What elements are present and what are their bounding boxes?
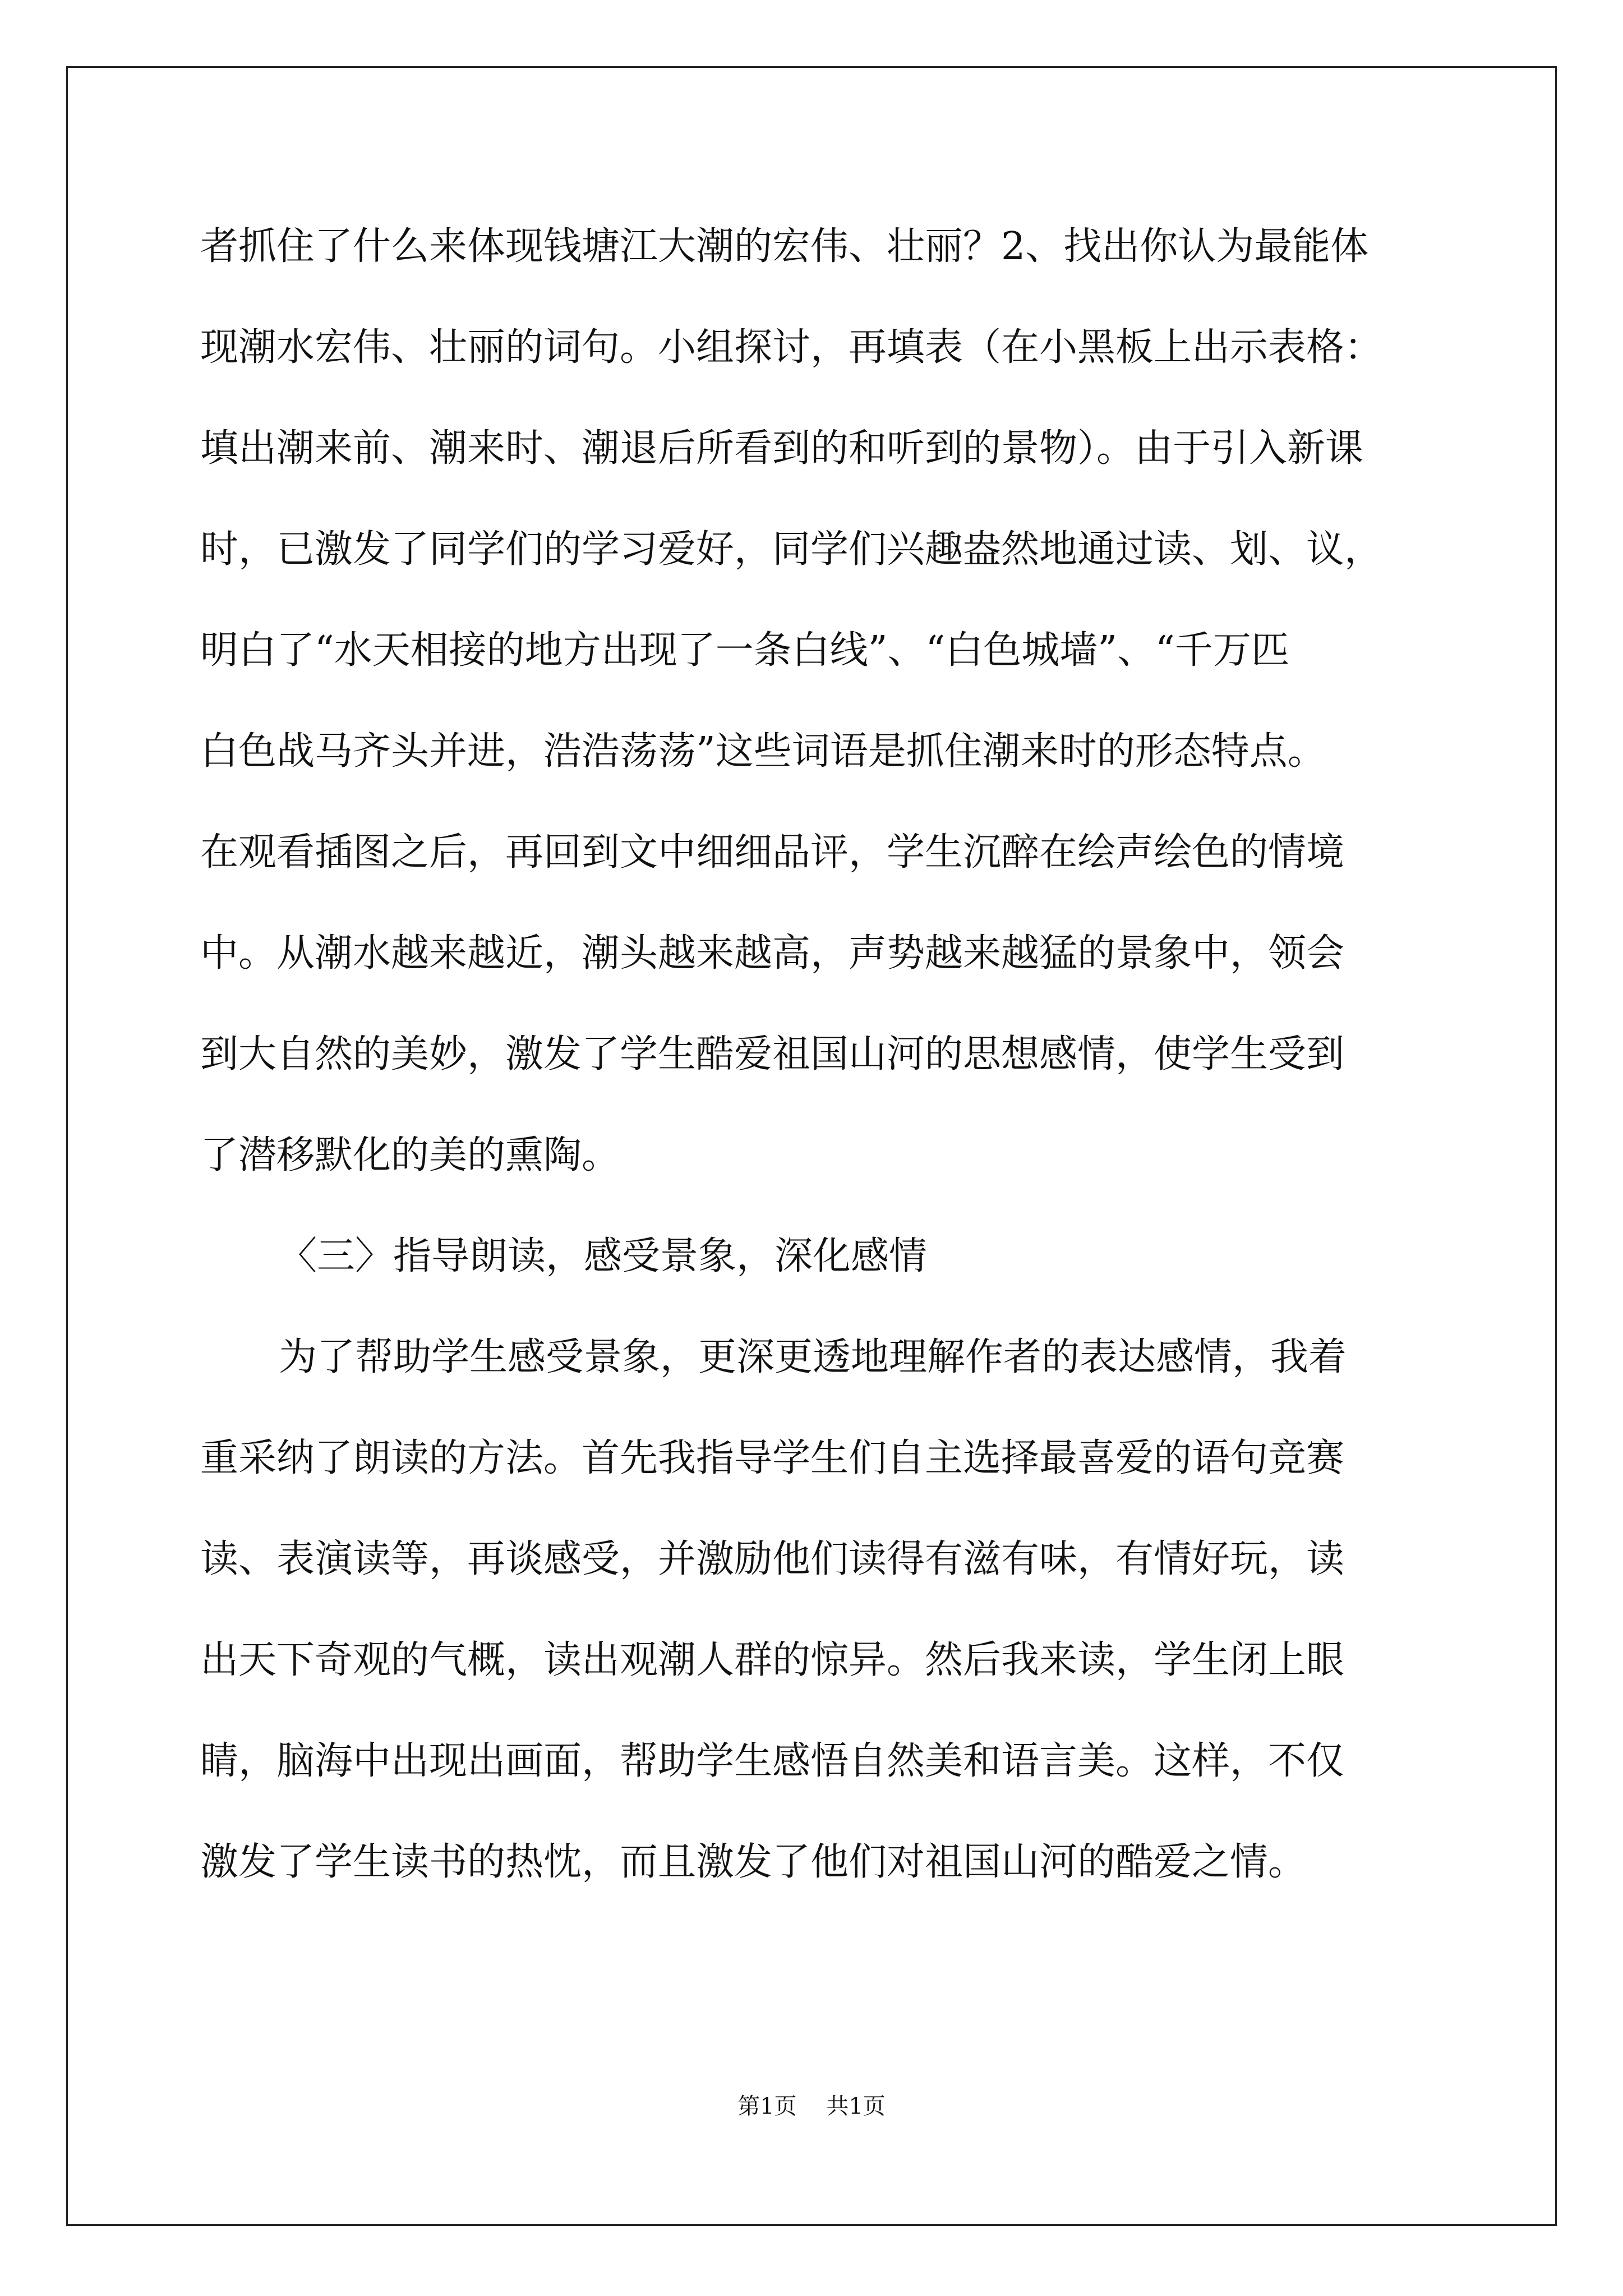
section-heading: 〈三〉指导朗读，感受景象，深化感情	[279, 1234, 928, 1278]
body-line-2: 现潮水宏伟、壮丽的词句。小组探讨，再填表（在小黑板上出示表格：	[200, 325, 1383, 370]
body-line-17: 激发了学生读书的热忱，而且激发了他们对祖国山河的酷爱之情。	[200, 1840, 1307, 1884]
page-number: 第1页	[737, 2093, 797, 2119]
body-line-8: 中。从潮水越来越近，潮头越来越高，声势越来越猛的景象中，领会	[200, 931, 1345, 976]
body-line-5: 明白了“水天相接的地方出现了一条白线”、“白色城墙”、“千万匹	[200, 628, 1289, 673]
body-line-13: 重采纳了朗读的方法。首先我指导学生们自主选择最喜爱的语句竞赛	[200, 1436, 1345, 1480]
body-line-7: 在观看插图之后，再回到文中细细品评，学生沉醉在绘声绘色的情境	[200, 830, 1345, 875]
body-line-15: 出天下奇观的气概，读出观潮人群的惊异。然后我来读，学生闭上眼	[200, 1638, 1345, 1682]
body-line-1: 者抓住了什么来体现钱塘江大潮的宏伟、壮丽？2、找出你认为最能体	[200, 224, 1369, 269]
page-footer	[0, 2090, 1623, 2123]
body-line-16: 睛，脑海中出现出画面，帮助学生感悟自然美和语言美。这样，不仅	[200, 1739, 1345, 1783]
body-line-4: 时，已激发了同学们的学习爱好，同学们兴趣盎然地通过读、划、议，	[200, 527, 1383, 572]
page-total: 共1页	[826, 2093, 886, 2119]
body-line-6: 白色战马齐头并进，浩浩荡荡”这些词语是抓住潮来时的形态特点。	[200, 729, 1326, 774]
body-line-12: 为了帮助学生感受景象，更深更透地理解作者的表达感情，我着	[279, 1335, 1347, 1379]
body-line-14: 读、表演读等，再谈感受，并激励他们读得有滋有味，有情好玩，读	[200, 1537, 1345, 1581]
body-line-10: 了潜移默化的美的熏陶。	[200, 1133, 620, 1177]
body-line-9: 到大自然的美妙，激发了学生酷爱祖国山河的思想感情，使学生受到	[200, 1032, 1345, 1076]
body-line-3: 填出潮来前、潮来时、潮退后所看到的和听到的景物）。由于引入新课	[200, 426, 1364, 471]
